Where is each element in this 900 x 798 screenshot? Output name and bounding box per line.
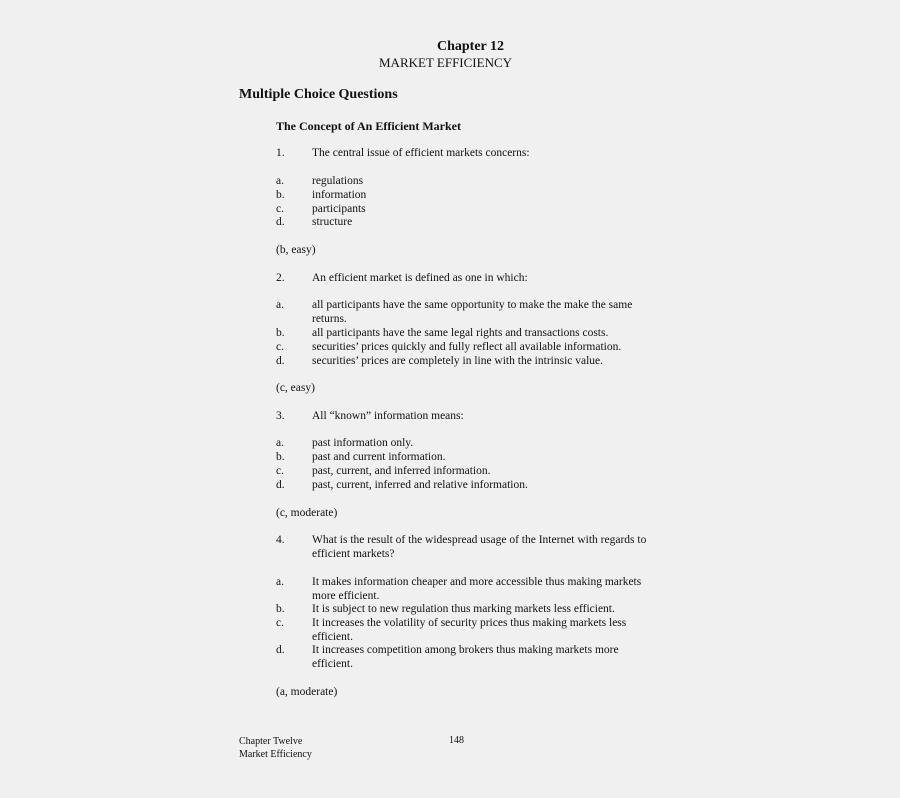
option-letter: c. (276, 465, 284, 477)
option-text: It is subject to new regulation thus marking markets less efficient. (312, 603, 615, 615)
answer-key: (b, easy) (276, 244, 316, 256)
option-letter: d. (276, 479, 285, 491)
option-text: information (312, 189, 367, 201)
subsection-heading: The Concept of An Efficient Market (276, 119, 461, 133)
option-text: past, current, inferred and relative information. (312, 479, 528, 491)
option-letter: b. (276, 189, 285, 201)
option-letter: a. (276, 175, 284, 187)
option-text: It increases competition among brokers thus making markets more (312, 644, 619, 656)
option-letter: c. (276, 341, 284, 353)
option-letter: d. (276, 644, 285, 656)
footer-title: Market Efficiency (239, 749, 312, 760)
option-text: participants (312, 203, 366, 215)
option-text: efficient. (312, 630, 353, 643)
option-text: past information only. (312, 437, 414, 449)
answer-key: (c, moderate) (276, 507, 338, 519)
question-text: What is the result of the widespread usage of the Internet with regards to (312, 534, 647, 546)
option-letter: a. (276, 299, 284, 311)
option-text: past and current information. (312, 451, 446, 463)
option-text: It makes information cheaper and more accessible thus making markets (312, 576, 642, 588)
option-text: all participants have the same opportunity to make the make the same (312, 299, 633, 311)
question-number: 2. (276, 272, 285, 284)
chapter-number: Chapter 12 (437, 39, 505, 54)
question-number: 3. (276, 410, 285, 422)
question-text: An efficient market is defined as one in which: (312, 272, 528, 284)
footer-chapter (239, 735, 312, 761)
option-text: structure (312, 216, 353, 228)
option-letter: b. (276, 451, 285, 463)
chapter-title: MARKET EFFICIENCY (379, 55, 513, 70)
option-letter: d. (276, 216, 285, 228)
answer-key: (a, moderate) (276, 686, 338, 698)
option-text: It increases the volatility of security prices thus making markets less (312, 617, 627, 629)
option-text: all participants have the same legal rights and transactions costs. (312, 327, 609, 339)
option-letter: b. (276, 603, 285, 615)
question-text: The central issue of efficient markets concerns: (312, 147, 530, 159)
option-letter: b. (276, 327, 285, 339)
option-text: regulations (312, 175, 364, 187)
option-letter: d. (276, 355, 285, 367)
question-number: 1. (276, 147, 285, 159)
option-text: securities’ prices are completely in line with the intrinsic value. (312, 355, 604, 367)
option-letter: a. (276, 437, 284, 449)
section-heading: Multiple Choice Questions (239, 87, 398, 102)
question-text: efficient markets? (312, 547, 395, 560)
option-text: past, current, and inferred information. (312, 465, 491, 477)
footer-chapter-label: Chapter Twelve (239, 736, 303, 747)
option-text: returns. (312, 312, 347, 325)
question-text: All “known” information means: (312, 410, 464, 422)
option-text: more efficient. (312, 589, 380, 602)
question-number: 4. (276, 534, 285, 546)
option-letter: a. (276, 576, 284, 588)
page-number: 148 (449, 735, 464, 746)
answer-key: (c, easy) (276, 382, 315, 394)
option-letter: c. (276, 617, 284, 629)
option-text: securities’ prices quickly and fully reflect all available information. (312, 341, 622, 353)
option-letter: c. (276, 203, 284, 215)
option-text: efficient. (312, 657, 353, 670)
